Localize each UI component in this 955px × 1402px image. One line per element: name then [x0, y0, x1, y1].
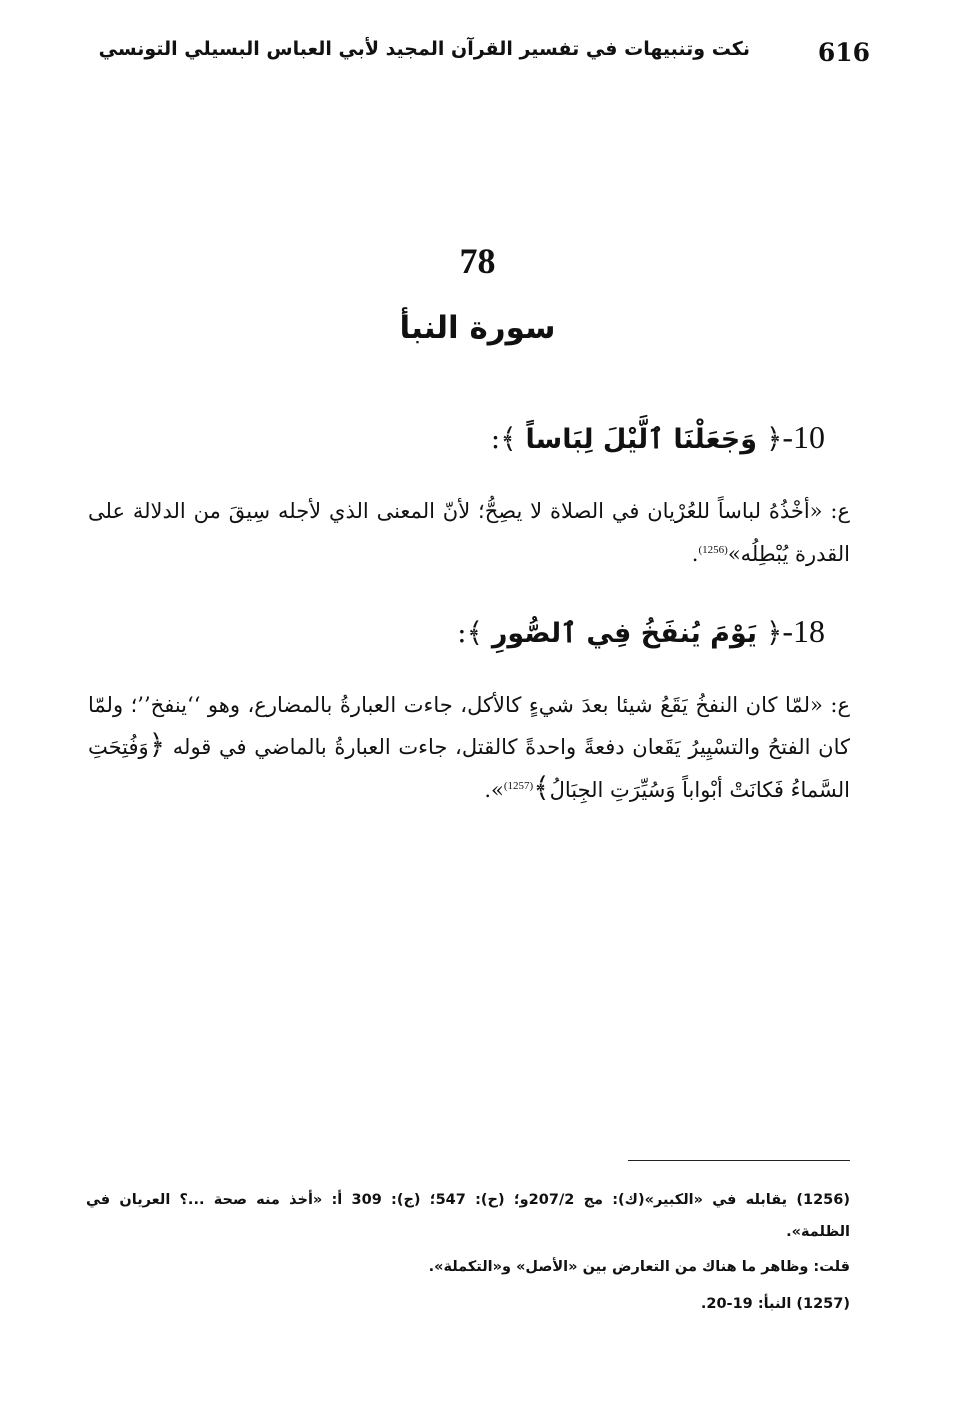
commentary-paragraph-10 [88, 492, 850, 574]
quran-open-bracket: ﴿ [765, 422, 783, 455]
verse-dash: - [782, 419, 793, 455]
quran-close-bracket: ﴾ [500, 422, 517, 455]
verse-colon: : [457, 616, 467, 649]
running-header [90, 30, 870, 80]
footnote-1257: (1257) النبأ: 19-20. [700, 1296, 850, 1312]
verse-heading-18 [457, 612, 825, 650]
quran-close-bracket: ﴾ [466, 616, 483, 649]
commentary-paragraph-18 [88, 686, 850, 810]
surah-number: 78 [459, 241, 496, 281]
verse-dash: - [782, 613, 793, 649]
quran-verse-text: يَوْمَ يُنفَخُ فِي ٱلصُّورِ [491, 618, 758, 649]
quran-open-bracket: ﴿ [765, 616, 783, 649]
footnote-note: قلت: وظاهر ما هناك من التعارض بين «الأصل» و«التكملة». [428, 1259, 850, 1275]
running-title: نكت وتنبيهات في تفسير القرآن المجيد لأبي العباس البسيلي التونسي [98, 38, 750, 60]
quran-verse-text: وَجَعَلْنَا ٱلَّيْلَ لِبَاساً [525, 424, 758, 455]
verse-number: 10 [793, 419, 825, 455]
commentary-end: . [691, 542, 699, 566]
footnote-1256: (1256) يقابله في «الكبير»(ك): مج 207/2و؛ (ح): 547؛ (ج): 309 أ: «أخذ منه صحة ...؟ العريان في الظلمة». [86, 1192, 850, 1240]
footnote-ref-1257: (1257) [503, 780, 534, 792]
footnote-separator [628, 1160, 850, 1161]
commentary-end: ». [484, 778, 504, 802]
verse-colon: : [490, 422, 501, 455]
commentary-text: ع: «أخْذُهُ لباساً للعُرْيان في الصلاة لا يصِحُّ؛ لأنّ المعنى الذي لأجله سِيقَ من الدلالة على القدرة يُبْطِلُه» [88, 499, 850, 566]
quran-open-bracket: ﴿ [148, 728, 166, 761]
surah-name: سورة النبأ [399, 310, 556, 346]
verse-number: 18 [793, 613, 825, 649]
footnote-ref-1256: (1256) [698, 544, 728, 556]
quran-inline-quote: وَفُتِحَتِ السَّماءُ فَكانَتْ أبْواباً وَسُيِّرَتِ الجِبَالُ [88, 735, 850, 802]
verse-heading-10 [491, 418, 825, 456]
quran-close-bracket: ﴾ [533, 771, 550, 804]
page-number: 616 [817, 38, 870, 67]
commentary-text: ع: «لمّا كان النفخُ يَقَعُ شيئا بعدَ شيءٍ كالأكل، جاءت العبارةُ بالمضارع، وهو ‘‘ينفخ’’؛ ولمّا كان الفتحُ والتسْيِيرُ يَقَعان دفعةً واحدةً كالقتل، جاءت العبارةُ بالماضي في قوله [88, 693, 850, 759]
